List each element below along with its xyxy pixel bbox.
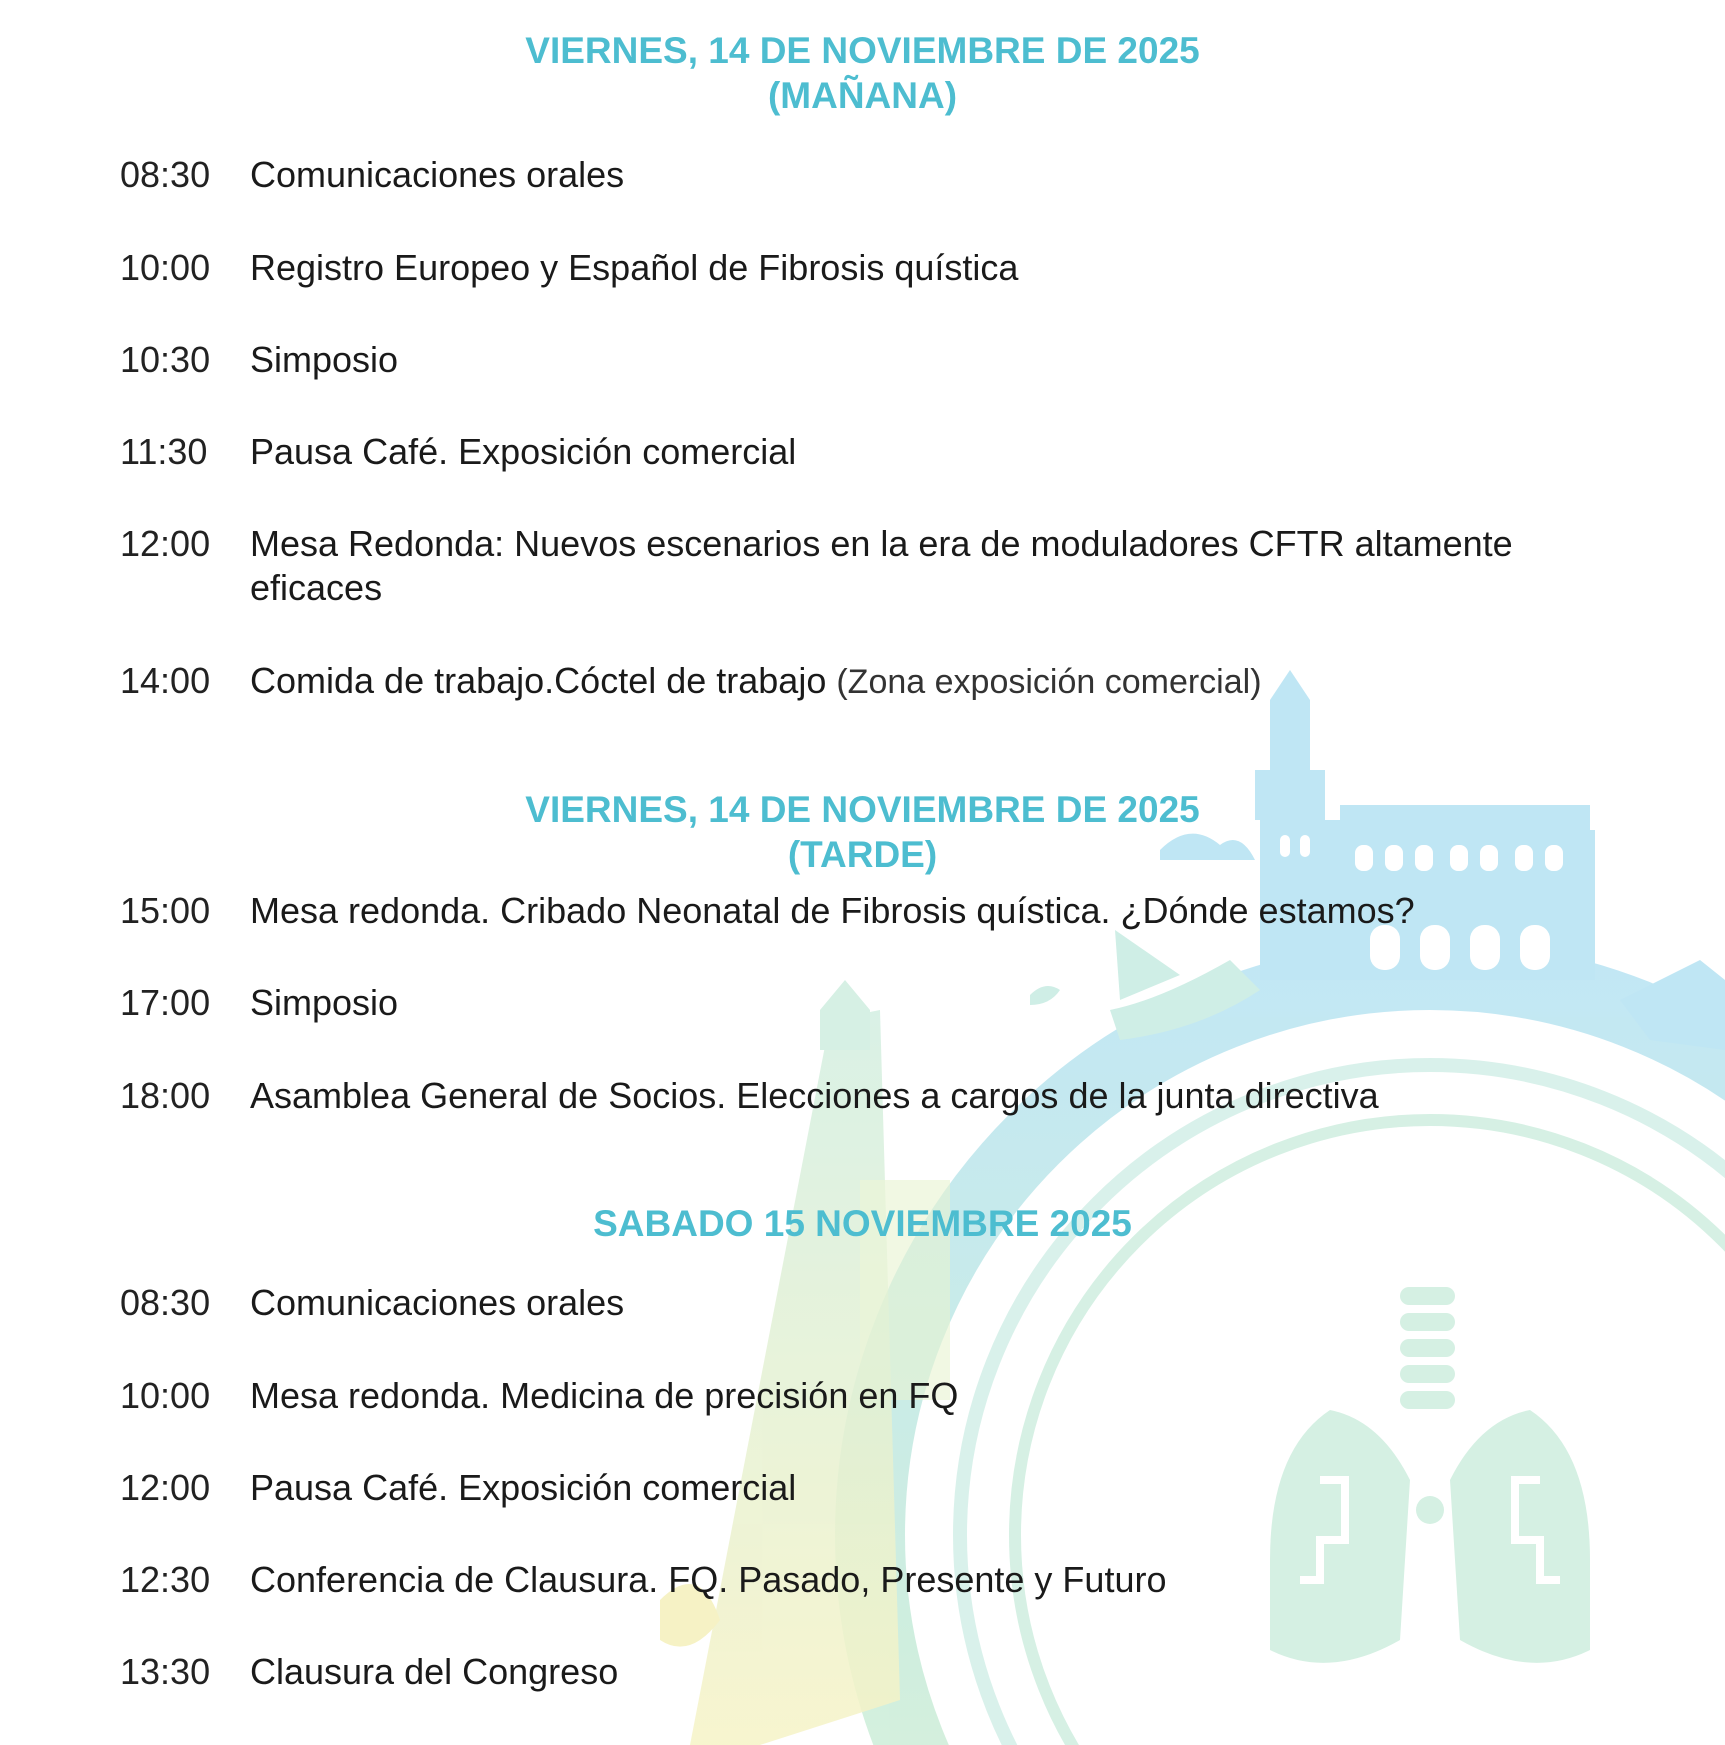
agenda-item — [120, 338, 1580, 382]
agenda-item — [120, 1466, 1580, 1510]
agenda-item — [120, 1650, 1580, 1694]
item-title: Conferencia de Clausura. FQ. Pasado, Presente y Futuro — [250, 1559, 1167, 1600]
item-time: 13:30 — [120, 1651, 211, 1692]
item-time: 10:30 — [120, 339, 211, 380]
item-title: Simposio — [250, 982, 399, 1023]
day-subheading-text: (MAÑANA) — [767, 75, 958, 116]
agenda-item — [120, 1074, 1580, 1118]
item-time: 12:30 — [120, 1559, 211, 1600]
item-title: Simposio — [250, 339, 399, 380]
agenda-item — [120, 246, 1580, 290]
item-title: Pausa Café. Exposición comercial — [250, 1467, 797, 1508]
item-time: 15:00 — [120, 890, 211, 931]
item-title: Mesa Redonda: Nuevos escenarios en la era de moduladores CFTR altamente eficaces — [250, 523, 1513, 608]
item-title: Comunicaciones orales — [250, 1282, 625, 1323]
agenda-item — [120, 1558, 1580, 1602]
item-time: 10:00 — [120, 247, 211, 288]
item-time: 12:00 — [120, 523, 211, 564]
day-heading-text: SABADO 15 NOVIEMBRE 2025 — [593, 1203, 1132, 1244]
day-heading-text: VIERNES, 14 DE NOVIEMBRE DE 2025 — [525, 30, 1200, 71]
agenda-item — [120, 981, 1580, 1025]
item-time: 10:00 — [120, 1375, 211, 1416]
day-heading-viernes-tarde — [0, 787, 1725, 877]
item-time: 11:30 — [120, 431, 208, 472]
item-title: Comunicaciones orales — [250, 154, 625, 195]
item-title: Pausa Café. Exposición comercial — [250, 431, 797, 472]
item-time: 12:00 — [120, 1467, 211, 1508]
item-title-text: Comida de trabajo.Cóctel de trabajo — [250, 660, 827, 701]
item-title: Registro Europeo y Español de Fibrosis quística — [250, 247, 1019, 288]
item-title — [250, 659, 1580, 704]
agenda-item — [120, 430, 1580, 474]
item-title: Clausura del Congreso — [250, 1651, 619, 1692]
agenda-item — [120, 889, 1580, 933]
agenda-item — [120, 1281, 1580, 1325]
agenda-item — [120, 153, 1580, 197]
item-title: Asamblea General de Socios. Elecciones a cargos de la junta directiva — [250, 1075, 1379, 1116]
item-time: 08:30 — [120, 154, 211, 195]
agenda-item — [120, 522, 1580, 610]
day-subheading-text: (TARDE) — [787, 834, 938, 875]
day-heading-viernes-manana — [0, 28, 1725, 118]
agenda-item — [120, 659, 1580, 704]
item-time: 08:30 — [120, 1282, 211, 1323]
agenda-item — [120, 1374, 1580, 1418]
item-title: Mesa redonda. Medicina de precisión en FQ — [250, 1375, 959, 1416]
item-time: 14:00 — [120, 660, 211, 701]
day-heading-text: VIERNES, 14 DE NOVIEMBRE DE 2025 — [525, 789, 1200, 830]
item-time: 18:00 — [120, 1075, 211, 1116]
day-heading-sabado — [0, 1201, 1725, 1246]
item-title: Mesa redonda. Cribado Neonatal de Fibrosis quística. ¿Dónde estamos? — [250, 890, 1415, 931]
item-note: (Zona exposición comercial) — [836, 663, 1262, 701]
item-time: 17:00 — [120, 982, 211, 1023]
